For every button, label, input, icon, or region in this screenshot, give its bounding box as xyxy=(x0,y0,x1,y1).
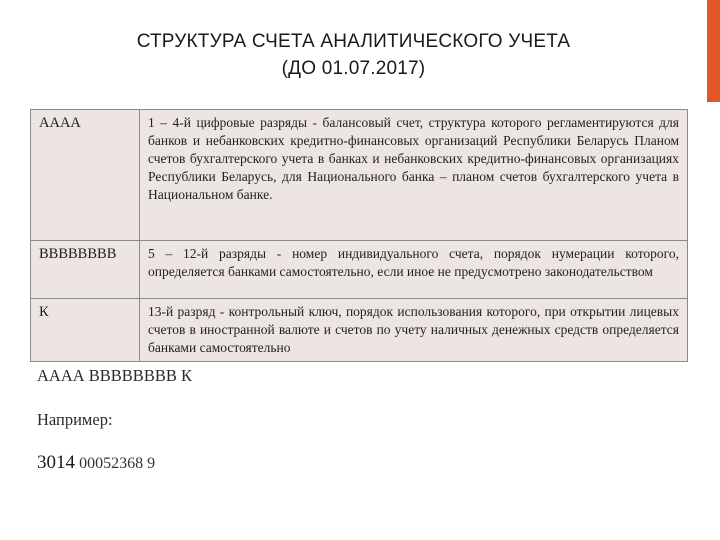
row-code: BBBBBBBB xyxy=(31,241,140,299)
title-line-1: СТРУКТУРА СЧЕТА АНАЛИТИЧЕСКОГО УЧЕТА xyxy=(136,31,571,52)
table-row xyxy=(31,299,688,362)
account-structure-table xyxy=(30,109,688,362)
table-row xyxy=(31,110,688,241)
example-rest: 00052368 9 xyxy=(79,455,156,472)
table-row xyxy=(31,241,688,299)
title-line-2: (ДО 01.07.2017) xyxy=(281,58,426,79)
row-description: 13-й разряд - контрольный ключ, порядок использования которого, при открытии лицевых счетов в иностранной валюте и счетов по учету наличных денежных средств определяется банками самостоятельно xyxy=(140,299,688,362)
row-description: 5 – 12-й разряды - номер индивидуального счета, порядок нумерации которого, определяется банками самостоятельно, если иное не предусмотрено законодательством xyxy=(140,241,688,299)
format-line: АААА ВВВВВВВВ К xyxy=(37,366,192,385)
accent-bar xyxy=(707,0,720,102)
slide-title xyxy=(0,28,707,82)
example-balance-account: 3014 xyxy=(37,452,75,473)
row-code: АААА xyxy=(31,110,140,241)
example-value xyxy=(37,452,155,474)
example-label: Например: xyxy=(37,410,113,429)
row-code: К xyxy=(31,299,140,362)
row-description: 1 – 4-й цифровые разряды - балансовый счет, структура которого регламентируются для банков и небанковских кредитно-финансовых организаций Республики Беларусь Планом счетов бухгалтерского учета в банках и небанковских кредитно-финансовых организациях Республики Беларусь, для Национального банка – планом счетов бухгалтерского учета в Национальном банке. xyxy=(140,110,688,241)
